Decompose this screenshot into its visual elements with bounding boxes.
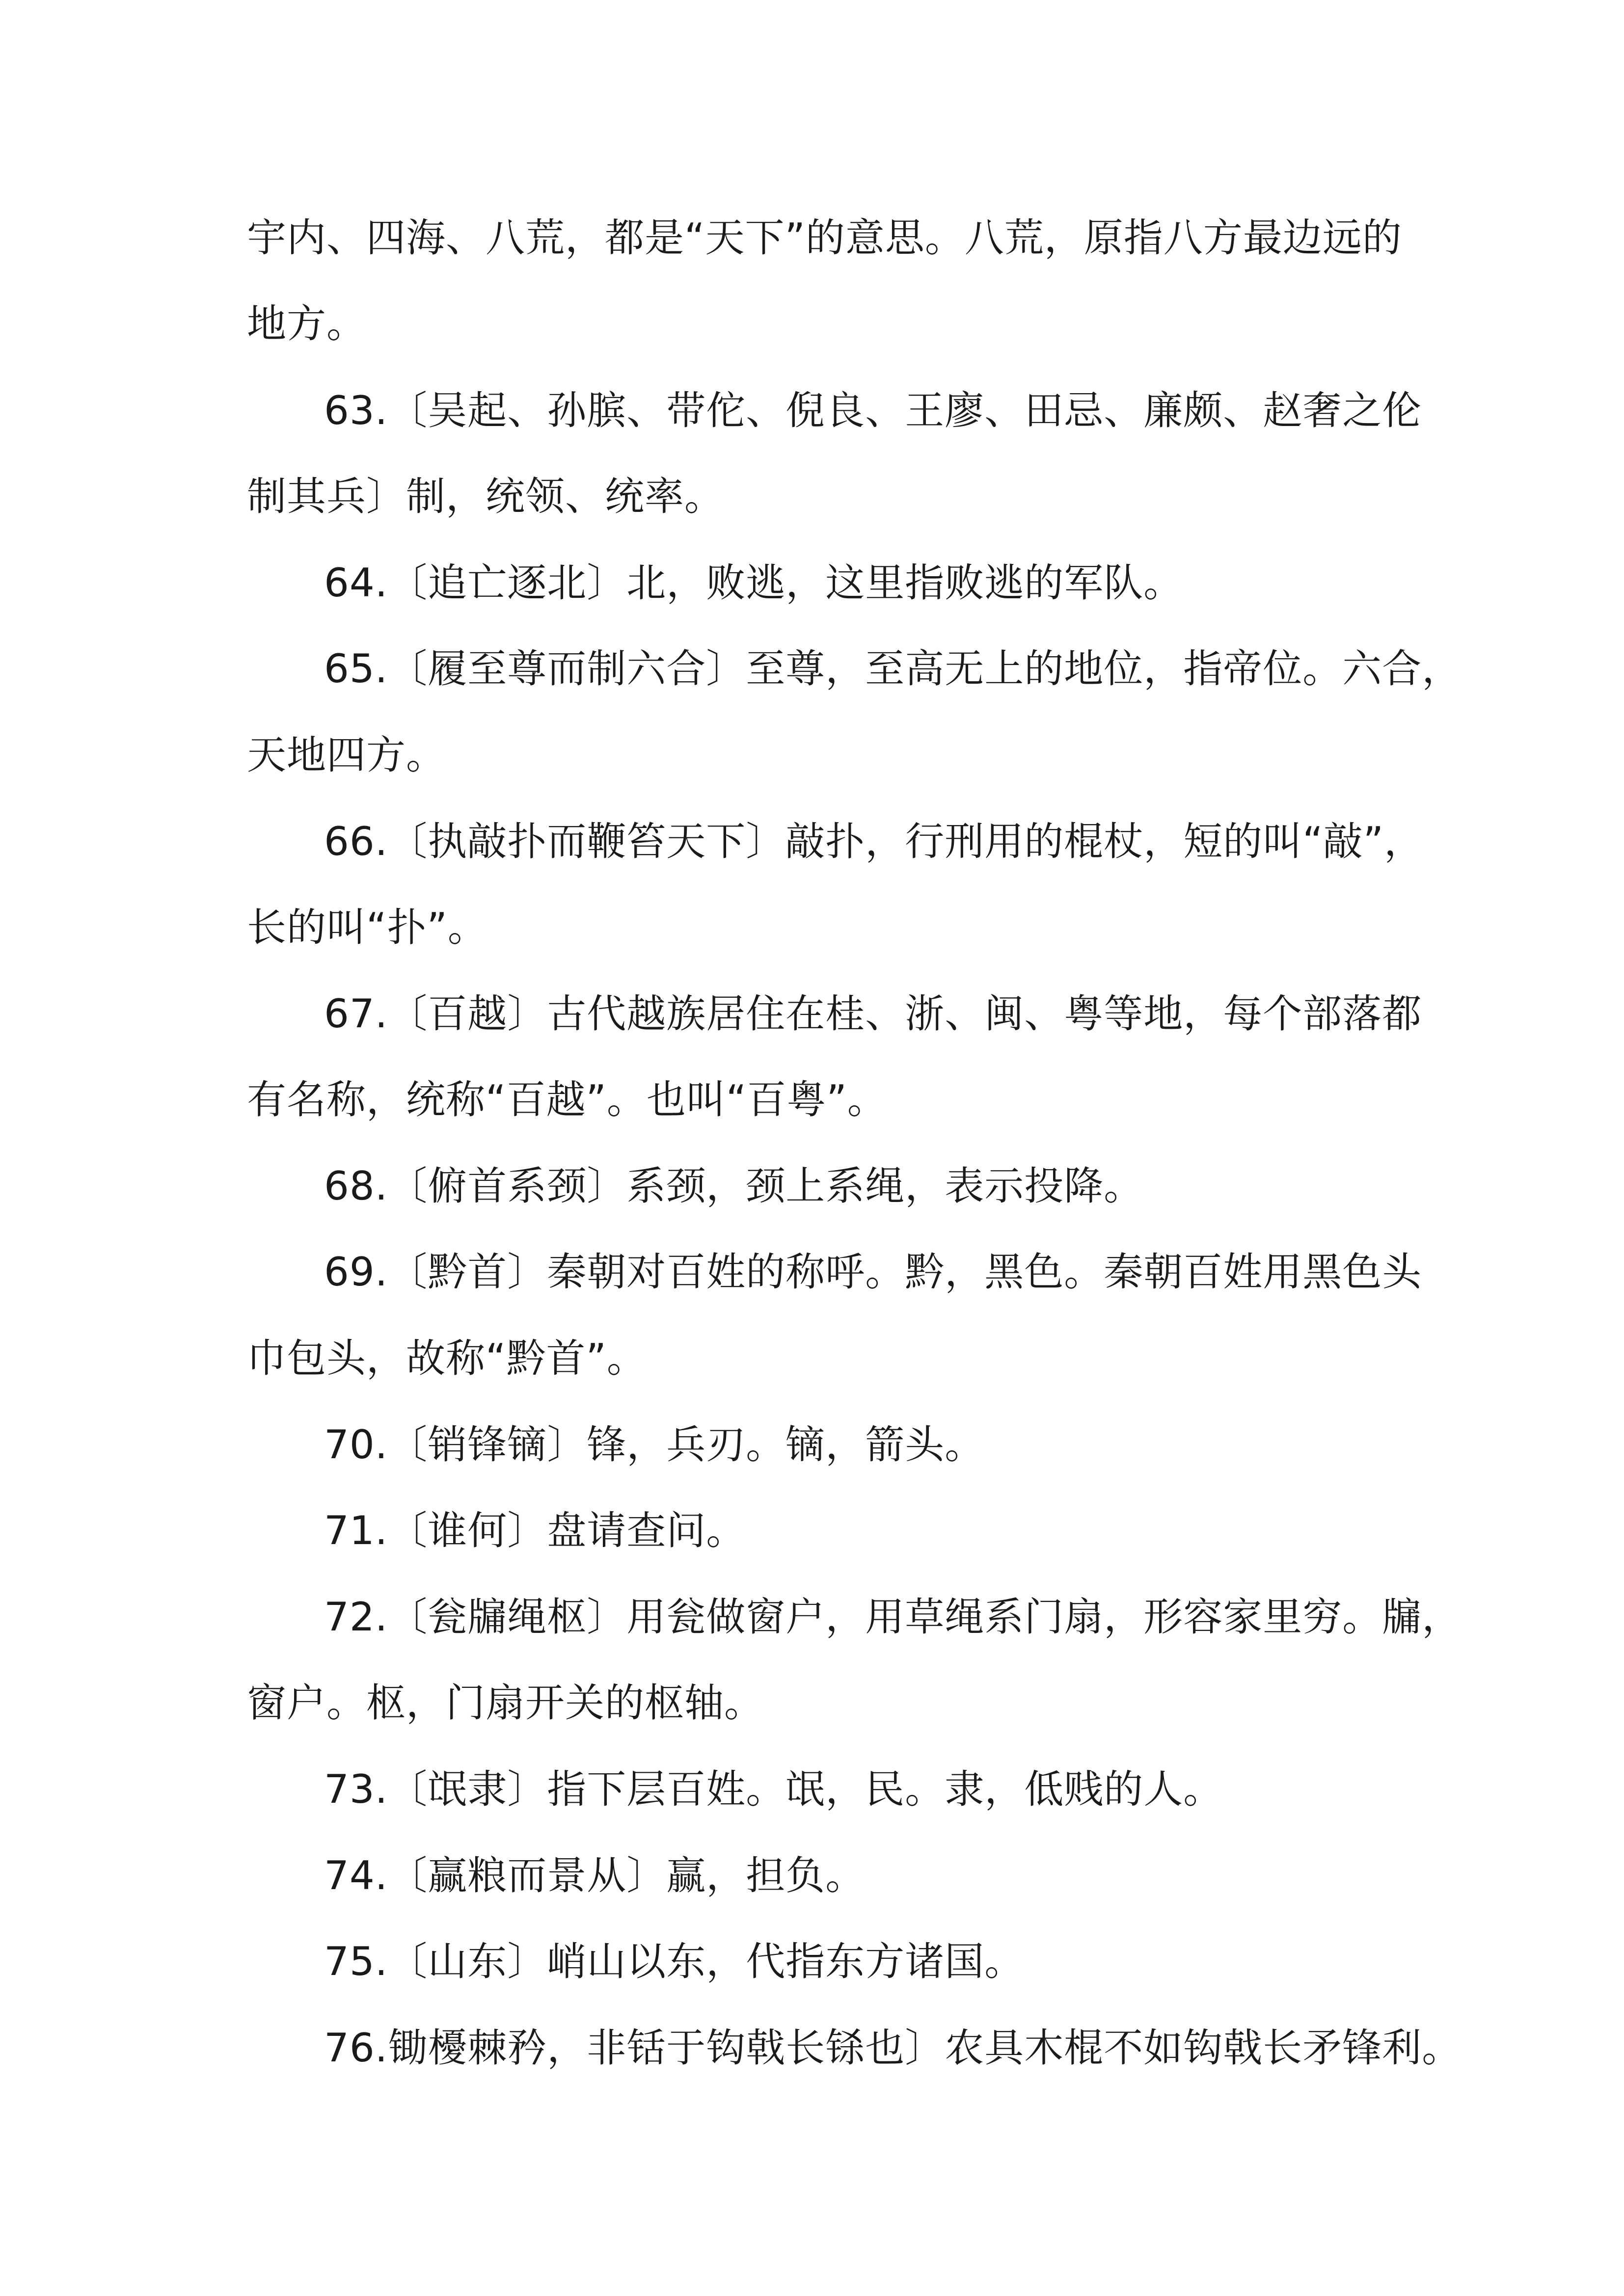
text-line: 72.〔瓮牖绳枢〕用瓮做窗户，用草绳系门扇，形容家里穷。牖， (324, 1594, 1462, 1640)
text-line: 63.〔吴起、孙膑、带佗、倪良、王廖、田忌、廉颇、赵奢之伦 (324, 388, 1422, 433)
text-line: 巾包头，故称“黔首”。 (247, 1335, 647, 1381)
text-line: 75.〔山东〕峭山以东，代指东方诸国。 (324, 1939, 1025, 1984)
text-line: 长的叫“扑”。 (247, 905, 487, 950)
text-line: 制其兵〕制，统领、统率。 (247, 474, 724, 519)
text-line: 天地四方。 (247, 732, 446, 778)
text-line: 有名称，统称“百越”。也叫“百粤”。 (247, 1077, 887, 1122)
text-line: 宇内、四海、八荒，都是“天下”的意思。八荒，原指八方最边远的 (247, 215, 1402, 261)
text-line: 66.〔执敲扑而鞭笞天下〕敲扑，行刑用的棍杖，短的叫“敲”， (324, 819, 1424, 864)
text-line: 64.〔追亡逐北〕北，败逃，这里指败逃的军队。 (324, 560, 1184, 606)
text-line: 67.〔百越〕古代越族居住在桂、浙、闽、粤等地，每个部落都 (324, 991, 1422, 1037)
text-line: 地方。 (247, 301, 366, 347)
text-line: 窗户。枢，门扇开关的枢轴。 (247, 1680, 764, 1726)
text-line: 70.〔销锋镝〕锋，兵刃。镝，箭头。 (324, 1422, 985, 1468)
text-line: 71.〔谁何〕盘请查问。 (324, 1508, 746, 1553)
text-line: 65.〔履至尊而制六合〕至尊，至高无上的地位，指帝位。六合， (324, 646, 1462, 692)
text-line: 68.〔俯首系颈〕系颈，颈上系绳，表示投降。 (324, 1163, 1144, 1209)
text-line: 73.〔氓隶〕指下层百姓。氓，民。隶，低贱的人。 (324, 1766, 1223, 1812)
text-line: 76.锄櫌棘矜，非铦于钩戟长铩也〕农具木棍不如钩戟长矛锋利。 (324, 2025, 1462, 2071)
text-line: 74.〔赢粮而景从〕赢，担负。 (324, 1853, 866, 1898)
text-line: 69.〔黔首〕秦朝对百姓的称呼。黔，黑色。秦朝百姓用黑色头 (324, 1249, 1422, 1295)
